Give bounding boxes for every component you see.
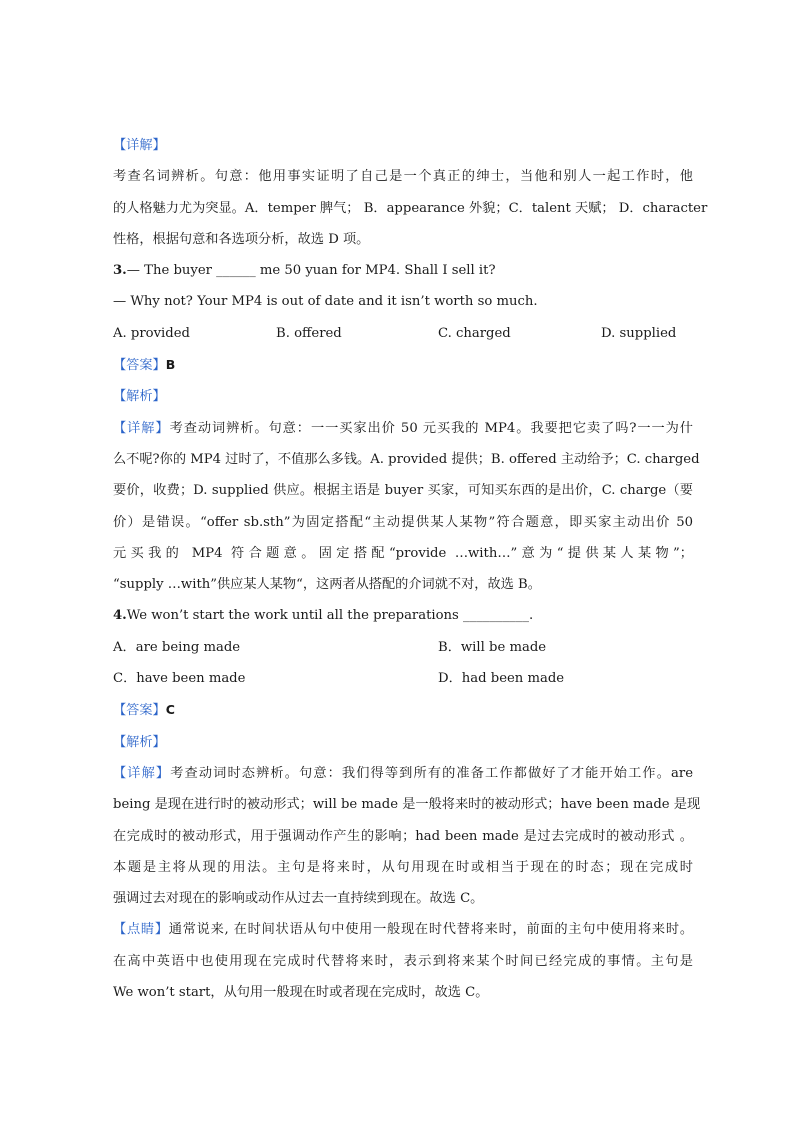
q3-explain-line: 价）是错误。“offer sb.sth”为固定搭配“主动提供某人某物”符合题意，即买家主动出价 50 bbox=[113, 514, 693, 530]
q2-explain-line: 性格，根据句意和各选项分析，故选 D 项。 bbox=[113, 231, 370, 247]
q2-explain-line: 的人格魅力尤为突显。A．temper 脾气； B．appearance 外貌；C．talent 天赋； D．character bbox=[113, 200, 708, 216]
tip-label: 【点睛】 bbox=[113, 922, 169, 938]
q2-explain-line: 考查名词辨析。句意：他用事实证明了自己是一个真正的绅士，当他和别人一起工作时，他 bbox=[113, 169, 693, 185]
q4-explain-line: being 是现在进行时的被动形式；will be made 是一般将来时的被动形式；have been made 是现 bbox=[113, 797, 701, 813]
q3-explain-line: 【详解】考查动词辨析。句意：一一买家出价 50 元买我的 MP4。我要把它卖了吗?一一为什 bbox=[113, 420, 693, 436]
q3-option-c: C. charged bbox=[438, 325, 511, 341]
q3-analysis-label: 【解析】 bbox=[113, 389, 166, 405]
answer-value: B bbox=[165, 357, 176, 373]
q4-option-d: D．had been made bbox=[438, 671, 565, 687]
q3-explain-line: 么不呢?你的 MP4 过时了，不值那么多钱。A. provided 提供；B. offered 主动给予；C. charged bbox=[113, 451, 700, 467]
q4-explain-line: 本题是主将从现的用法。主句是将来时，从句用现在时或相当于现在的时态；现在完成时 bbox=[113, 859, 693, 875]
q4-explain-line: 强调过去对现在的影响或动作从过去一直持续到现在。故选 C。 bbox=[113, 891, 484, 907]
q4-tip-line: We won’t start，从句用一般现在时或者现在完成时，故选 C。 bbox=[113, 985, 489, 1001]
q3-reply: — Why not? Your MP4 is out of date and it isn’t worth so much. bbox=[113, 294, 538, 310]
q4-analysis-label: 【解析】 bbox=[113, 734, 166, 750]
q4-option-b: B．will be made bbox=[438, 639, 547, 655]
q3-answer bbox=[113, 349, 693, 381]
q4-options-row-1 bbox=[113, 632, 693, 663]
q4-option-a: A．are being made bbox=[113, 639, 241, 655]
q3-stem: 3.— The buyer ______ me 50 yuan for MP4. Shall I sell it? bbox=[113, 263, 496, 279]
q4-tip-line: 【点睛】通常说来, 在时间状语从句中使用一般现在时代替将来时，前面的主句中使用将来时。 bbox=[113, 922, 694, 938]
q4-options-row-2 bbox=[113, 663, 693, 694]
q3-explain-line: 要价，收费；D. supplied 供应。根据主语是 buyer 买家，可知买东西的是出价，C. charge（要 bbox=[113, 483, 693, 499]
q4-answer bbox=[113, 694, 693, 726]
answer-label: 【答案】 bbox=[113, 358, 166, 374]
detail-label: 【详解】 bbox=[113, 420, 170, 436]
q3-number: 3. bbox=[113, 263, 127, 279]
document-page bbox=[113, 130, 708, 1008]
answer-value: C bbox=[165, 702, 175, 718]
q4-explain-line: 在完成时的被动形式，用于强调动作产生的影响；had been made 是过去完成时的被动形式 。 bbox=[113, 828, 693, 844]
q4-explain-line: 【详解】考查动词时态辨析。句意：我们得等到所有的准备工作都做好了才能开始工作。are bbox=[113, 765, 693, 781]
q3-explain-line: “supply …with”供应某人某物“，这两者从搭配的介词就不对，故选 B。 bbox=[113, 577, 541, 593]
detail-header: 【详解】 bbox=[113, 138, 166, 153]
q3-option-a: A. provided bbox=[113, 325, 190, 341]
q3-explain-line: 元买我的 MP4 符合题意。固定搭配“provide …with…”意为“提供某人某物”； bbox=[113, 545, 693, 561]
q4-tip-line: 在高中英语中也使用现在完成时代替将来时，表示到将来某个时间已经完成的事情。主句是 bbox=[113, 953, 693, 969]
q4-option-c: C．have been made bbox=[113, 671, 246, 687]
q3-option-d: D. supplied bbox=[601, 325, 677, 341]
answer-label: 【答案】 bbox=[113, 703, 166, 719]
q4-number: 4. bbox=[113, 608, 127, 624]
detail-label: 【详解】 bbox=[113, 765, 171, 781]
q3-options bbox=[113, 318, 693, 349]
q3-option-b: B. offered bbox=[276, 325, 342, 341]
q4-stem: 4.We won’t start the work until all the preparations __________. bbox=[113, 608, 534, 624]
